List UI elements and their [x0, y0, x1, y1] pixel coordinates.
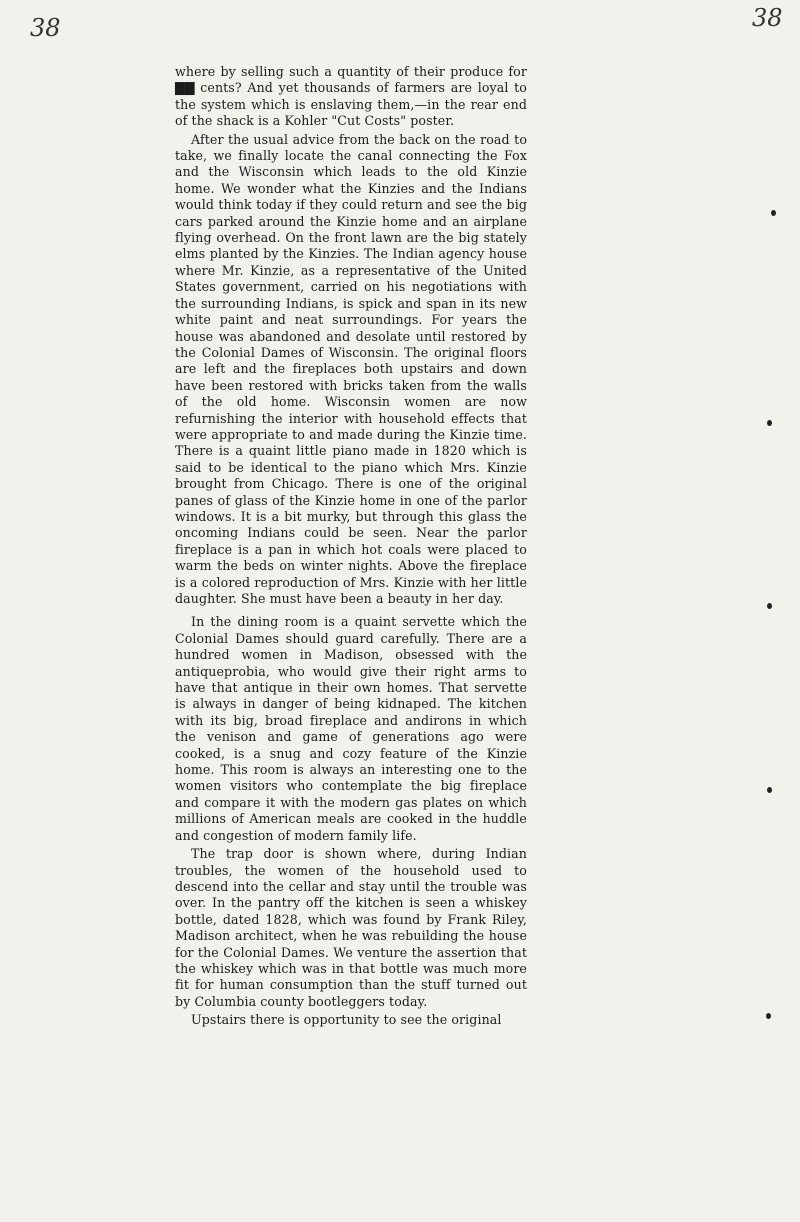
paragraph-2: After the usual advice from the back on the road to take, we finally locate the canal connecting the Fox and the Wisconsin which leads to the old Kinzie home. We wonder what the Kinzies and the Indians would think today if they could return and see the big cars parked around the Kinzie home and an airplane flying overhead. On the front lawn are the big stately elms planted by the Kinzies. The Indian agency house where Mr. Kinzie, as a representative of the United States government, carried on his negotiations with the surrounding Indians, is spick and span in its new white paint and neat surroundings. For years the house was abandoned and desolate until restored by the Colonial Dames of Wisconsin. The original floors are left and the fireplaces both upstairs and down have been restored with bricks taken from the walls of the old home. Wisconsin women are now refurnishing the interior with household effects that were appropriate to and made during the Kinzie time. There is a quaint little piano made in 1820 which is said to be identical to the piano which Mrs. Kinzie brought from Chicago. There is one of the original panes of glass of the Kinzie home in one of the parlor windows. It is a bit murky, but through this glass the oncoming Indians could be seen. Near the parlor fireplace is a pan in which hot coals were placed to warm the beds on winter nights. Above the fireplace is a colored reproduction of Mrs. Kinzie with her little daughter. She must have been a beauty in her day.: [175, 131, 527, 606]
binding-hole-mark: [767, 603, 772, 609]
paragraph-1: where by selling such a quantity of their produce for ▇▇ cents? And yet thousands of farmers are loyal to the system which is enslaving them,—in the rear end of the shack is a Kohler "Cut Costs" poster.: [175, 64, 527, 129]
paragraph-3: In the dining room is a quaint servette which the Colonial Dames should guard carefully. There are a hundred women in Madison, obsessed with the antiqueprobia, who would give their right arms to have that antique in their own homes. That servette is always in danger of being kidnaped. The kitchen with its big, broad fireplace and andirons in which the venison and game of generations ago were cooked, is a snug and cozy feature of the Kinzie home. This room is always an interesting one to the women visitors who contemplate the big fireplace and compare it with the modern gas plates on which millions of American meals are cooked in the huddle and congestion of modern family life.: [175, 614, 527, 843]
binding-hole-mark: [766, 1013, 771, 1019]
page-number-left: 38: [30, 14, 61, 42]
article-column: [175, 64, 527, 1031]
page-number-right: 38: [752, 4, 783, 32]
paragraph-4: The trap door is shown where, during Indian troubles, the women of the household used to descend into the cellar and stay until the trouble was over. In the pantry off the kitchen is seen a whiskey bottle, dated 1828, which was found by Frank Riley, Madison architect, when he was rebuilding the house for the Colonial Dames. We venture the assertion that the whiskey which was in that bottle was much more fit for human consumption than the stuff turned out by Columbia county bootleggers today.: [175, 846, 527, 1009]
binding-hole-mark: [767, 787, 772, 793]
paragraph-5: Upstairs there is opportunity to see the original: [191, 1012, 502, 1028]
binding-hole-mark: [767, 420, 772, 426]
binding-hole-mark: [771, 210, 776, 216]
